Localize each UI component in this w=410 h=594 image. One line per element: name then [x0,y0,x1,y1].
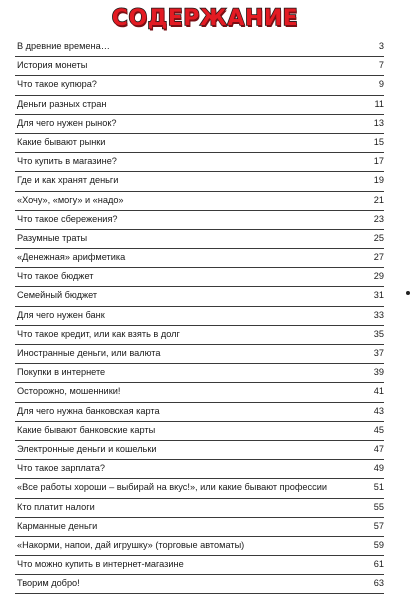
toc-entry-page: 37 [373,348,384,358]
toc-entry-page: 41 [373,386,384,397]
toc-entry-page: 33 [373,309,384,320]
toc-entry [15,172,384,191]
toc-entry-label: «Все работы хороши – выбирай на вкус!», или какие бывают профессии [17,482,327,493]
toc-entry-label: Где и как хранят деньги [17,175,119,186]
toc-entry [15,211,384,230]
toc-entry-page: 45 [373,424,384,435]
toc-entry [15,38,384,57]
toc-entry-page: 43 [373,405,384,416]
toc-entry [15,307,384,326]
toc-entry [15,422,384,441]
toc-entry-page: 55 [373,501,384,512]
toc-entry [15,441,384,460]
toc-entry-label: Что такое кредит, или как взять в долг [17,328,180,339]
toc-entry-label: Для чего нужен банк [17,309,105,320]
toc-entry-label: Для чего нужен рынок? [17,117,117,128]
toc-entry-page: 47 [373,443,384,454]
toc-entry-label: Что купить в магазине? [17,156,117,167]
toc-entry [15,345,384,364]
toc-entry-label: История монеты [17,60,88,71]
toc-entry [15,537,384,556]
toc-entry-label: Для чего нужна банковская карта [17,405,160,416]
toc-entry-label: Иностранные деньги, или валюта [17,348,161,358]
toc-entry-label: Что можно купить в интернет-магазине [17,559,184,570]
toc-entry-label: Какие бывают банковские карты [17,424,156,435]
toc-entry-label: Электронные деньги и кошельки [17,443,157,454]
toc-entry-label: Что такое купюра? [17,79,97,90]
toc-entry-page: 21 [373,194,384,205]
toc-entry-label: Что такое зарплата? [17,463,105,474]
toc-entry-page: 39 [373,367,384,378]
toc-entry-page: 61 [373,559,384,570]
toc-entry-page: 63 [373,578,384,589]
toc-entry-page: 57 [373,520,384,531]
toc-entry-page: 17 [373,156,384,167]
toc-entry [15,76,384,95]
toc-entry [15,249,384,268]
toc-entry [15,134,384,153]
toc-entry-page: 51 [373,482,384,493]
toc-entry-label: Семейный бюджет [17,290,98,301]
toc-entry-label: Что такое бюджет [17,271,94,282]
toc-entry-page: 9 [378,79,384,90]
toc-entry [15,115,384,134]
toc-entry-label: Покупки в интернете [17,367,106,378]
toc-entry-label: Что такое сбережения? [17,213,118,224]
toc-entry-page: 11 [374,98,384,109]
toc-entry [15,499,384,518]
toc-entry [15,192,384,211]
toc-entry [15,287,384,306]
toc-entry-page: 35 [373,328,384,339]
toc-entry [15,364,384,383]
toc-entry-page: 31 [373,290,384,301]
toc-entry-label: Карманные деньги [17,520,98,531]
toc-entry [15,153,384,172]
toc-entry [15,383,384,402]
toc-entry-label: «Хочу», «могу» и «надо» [17,194,124,205]
toc-entry [15,518,384,537]
toc-entry-page: 49 [373,463,384,474]
toc-entry-page: 7 [378,60,384,71]
page-edge-mark [406,291,410,295]
toc-entry-page: 3 [378,41,384,51]
page-title [0,4,410,34]
toc-entry [15,460,384,479]
toc-entry [15,57,384,76]
toc-entry-page: 29 [373,271,384,282]
toc-entry-label: В древние времена… [17,41,110,51]
toc-entry [15,96,384,115]
toc-entry-label: Деньги разных стран [17,98,107,109]
table-of-contents [15,38,384,594]
toc-entry-page: 19 [373,175,384,186]
toc-entry-page: 13 [373,117,384,128]
toc-entry [15,326,384,345]
toc-entry-label: «Денежная» арифметика [17,252,126,263]
toc-entry-page: 59 [373,539,384,550]
toc-entry-label: Разумные траты [17,232,88,243]
toc-entry-page: 15 [373,136,384,147]
toc-entry-page: 25 [373,232,384,243]
toc-entry [15,575,384,594]
toc-entry-label: Кто платит налоги [17,501,95,512]
toc-entry-label: «Накорми, напои, дай игрушку» (торговые автоматы) [17,539,245,550]
title-text: СОДЕРЖАНИЕ [111,6,299,31]
toc-entry [15,230,384,249]
toc-entry-page: 23 [373,213,384,224]
toc-entry [15,479,384,498]
toc-entry-label: Какие бывают рынки [17,136,106,147]
toc-entry-label: Осторожно, мошенники! [17,386,121,397]
toc-entry [15,556,384,575]
toc-entry [15,403,384,422]
toc-entry-label: Творим добро! [17,578,80,589]
toc-entry [15,268,384,287]
toc-entry-page: 27 [373,252,384,263]
